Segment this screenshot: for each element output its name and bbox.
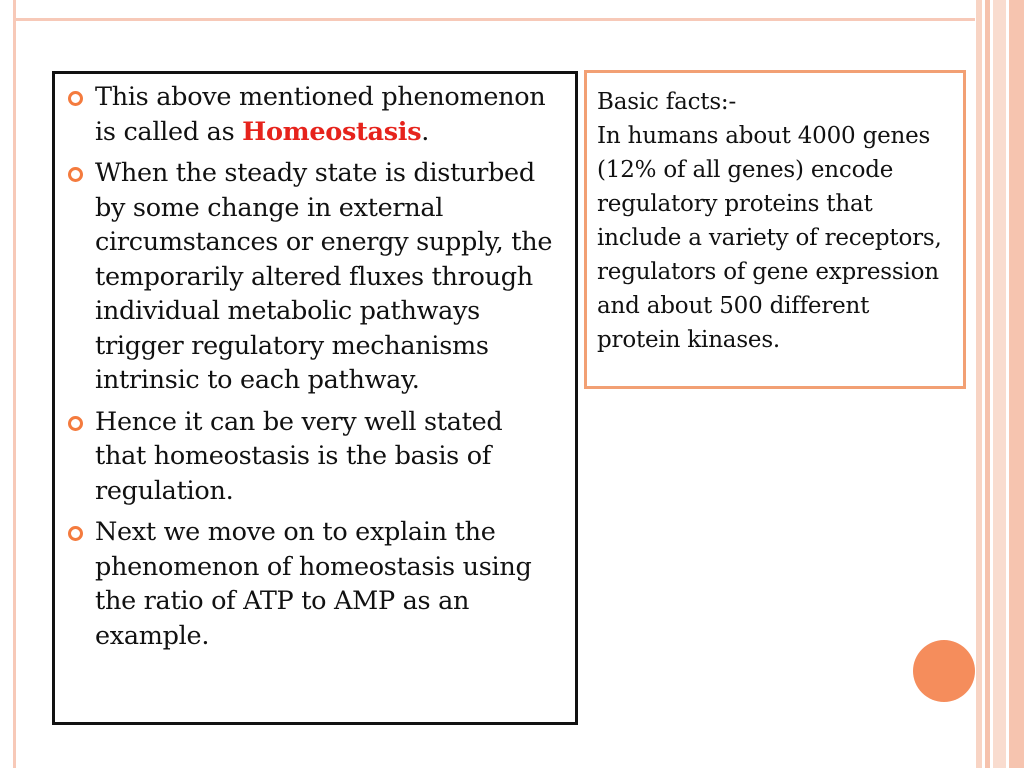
bullet-text-end: . [421, 116, 430, 147]
frame-line-left [13, 0, 16, 768]
decorative-stripes [976, 0, 1024, 768]
bullet-text: When the steady state is disturbed by some change in external circumstances or energy supply, the temporarily altered fluxes through individual metabolic pathways trigger regulatory mechanisms intrinsic to each pathway. [95, 158, 553, 395]
basic-facts-box [584, 70, 966, 389]
bullet-basis-of-regulation [95, 405, 561, 509]
bullet-icon [68, 526, 83, 541]
homeostasis-term: Homeostasis [242, 116, 422, 147]
basic-facts-heading: Basic facts:- [597, 89, 737, 115]
basic-facts-body: In humans about 4000 genes (12% of all genes) encode regulatory proteins that include a variety of receptors, regulators of gene expression and about 500 different protein kinases. [597, 123, 942, 353]
main-content-box [52, 71, 578, 725]
bullet-list [55, 74, 575, 653]
orange-circle-decoration [913, 640, 975, 702]
bullet-icon [68, 416, 83, 431]
bullet-icon [68, 91, 83, 106]
bullet-text: Hence it can be very well stated that homeostasis is the basis of regulation. [95, 406, 503, 506]
bullet-atp-amp-example [95, 515, 561, 653]
bullet-icon [68, 167, 83, 182]
bullet-steady-state [95, 156, 561, 398]
bullet-text: This above mentioned phenomenon is called as [95, 82, 546, 147]
bullet-text: Next we move on to explain the phenomenon of homeostasis using the ratio of ATP to AMP as an example. [95, 517, 532, 651]
frame-line-top [13, 18, 975, 21]
bullet-homeostasis [95, 80, 561, 149]
